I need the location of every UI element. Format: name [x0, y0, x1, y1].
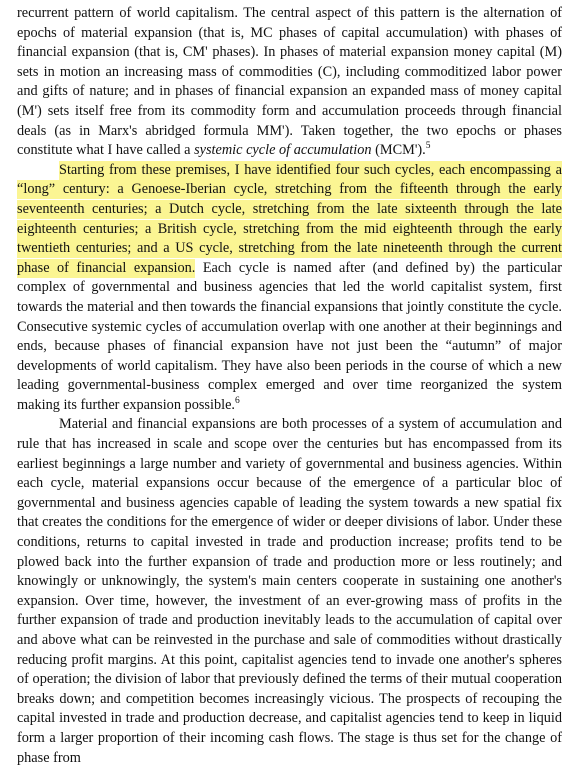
term-systemic-cycle: systemic cycle of accumulation	[194, 142, 372, 159]
highlighted-passage: Starting from these premises, I have identified four such cycles, each encompassing a “long” century: a Genoese-Iberian cycle, stretching from the fifteenth through the early seventeenth centuries; a Dutch cycle, stretching from the late sixteenth through the late eighteenth centuries; a British cycle, stretching from the mid eighteenth through the early twentieth centuries; and a US cycle, stretching from the late nineteenth through the current phase of financial expansion.	[17, 161, 562, 276]
paragraph-1	[17, 4, 562, 161]
footnote-marker-5[interactable]: 5	[425, 141, 431, 152]
paragraph-1-text: recurrent pattern of world capitalism. The central aspect of this pattern is the alternation of epochs of material expansion (that is, MC phases of capital accumulation) with phases of financial expansion (that is, CM' phases). In phases of material expansion money capital (M) sets in motion an increasing mass of commodities (C), including commoditized labor power and gifts of nature; and in phases of financial expansion an expanded mass of money capital (M') sets itself free from its commodity form and accumulation proceeds through financial deals (as in Marx's abridged formula MM'). Taken together, the two epochs or phases constitute what I have called a	[17, 5, 562, 159]
paragraph-1-tail: (MCM').	[371, 142, 426, 159]
paragraph-2	[17, 161, 562, 416]
document-page	[17, 4, 562, 768]
paragraph-3-text: Material and financial expansions are both processes of a system of accumulation and rule that has increased in scale and scope over the centuries but has encompassed from its earliest beginnings a large number and variety of governmental and business agencies. Within each cycle, material expansions occur because of the emergence of a particular bloc of governmental and business agencies capable of leading the system towards a new spatial fix that creates the conditions for the emergence of wider or deeper divisions of labor. Under these conditions, returns to capital invested in trade and production increase; profits tend to be plowed back into the further expansion of trade and production more or less routinely; and knowingly or unknowingly, the system's main centers cooperate in sustaining one another's expansion. Over time, however, the investment of an ever-growing mass of profits in the further expansion of trade and production inevitably leads to the accumulation of capital over and above what can be reinvested in the purchase and sale of commodities without drastically reducing profit margins. At this point, capitalist agencies tend to invade one another's spheres of operation; the division of labor that previously defined the terms of their mutual cooperation breaks down; and competition becomes increasingly vicious. The prospects of recouping the capital invested in trade and production decrease, and capitalist agencies tend to keep in liquid form a larger proportion of their incoming cash flows. The stage is thus set for the change of phase from	[17, 416, 562, 766]
paragraph-2-text: Each cycle is named after (and defined by) the particular complex of governmental and business agencies that led the world capitalist system, first towards the material and then towards the financial expansions that jointly constitute the cycle. Consecutive systemic cycles of accumulation overlap with one another at their beginnings and ends, because phases of financial expansion have not just been the “autumn” of major developments of world capitalism. They have also been periods in the course of which a new leading governmental-business complex emerged and over time reorganized the system making its further expansion possible.	[17, 259, 562, 413]
footnote-marker-6[interactable]: 6	[235, 395, 240, 406]
paragraph-3	[17, 415, 562, 768]
